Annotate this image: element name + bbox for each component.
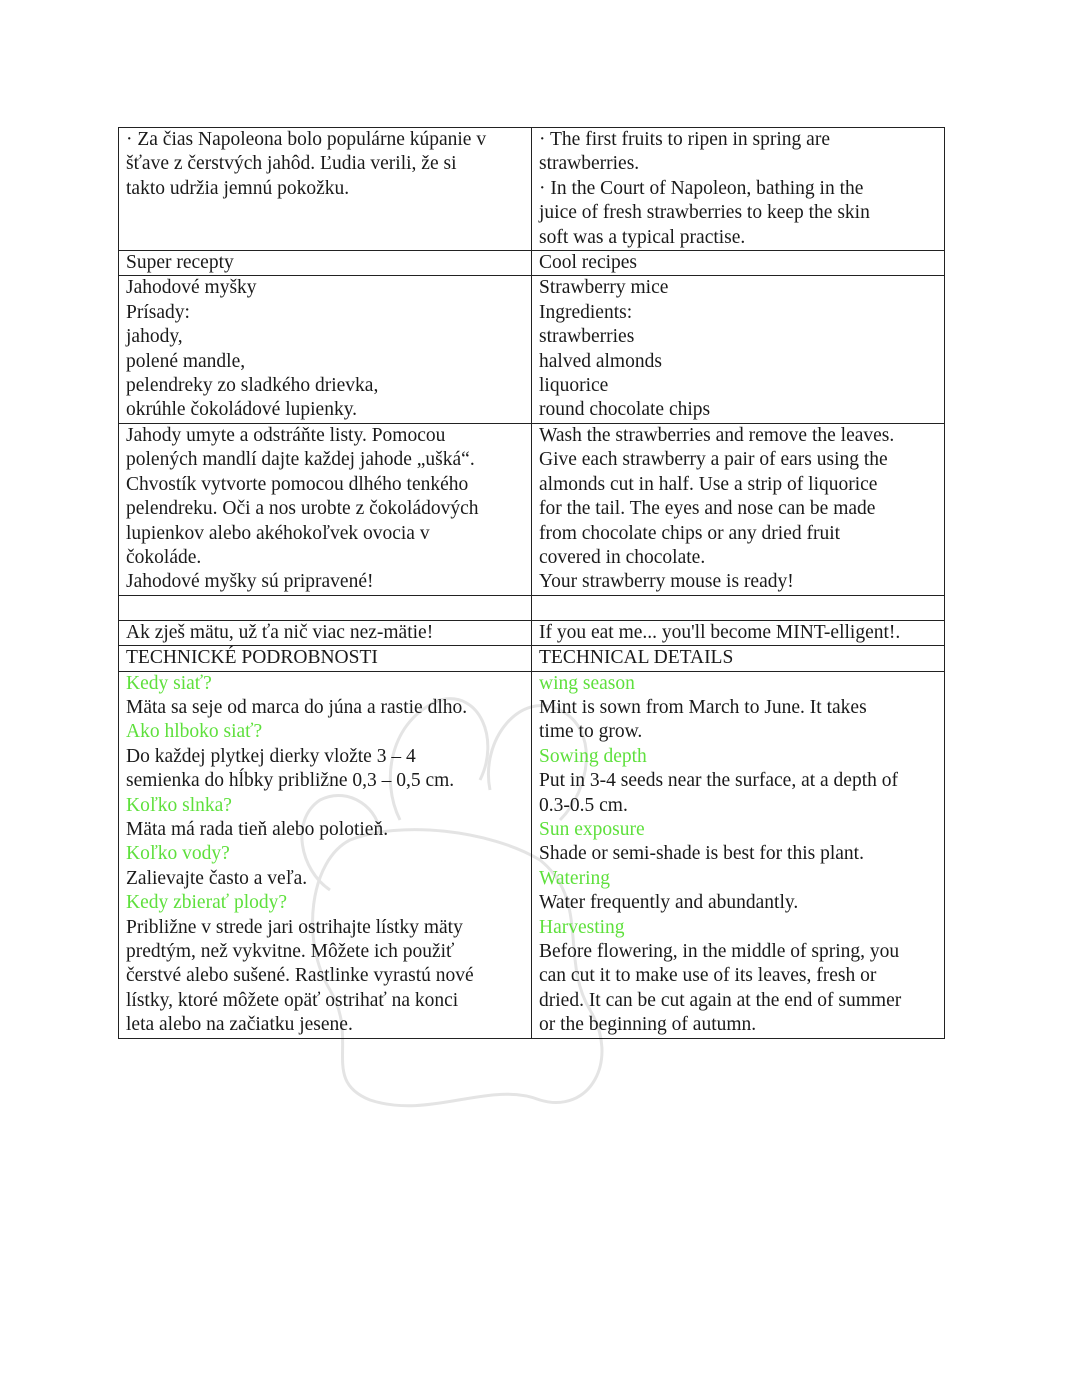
table-row [119, 276, 945, 423]
slovak-cell [119, 423, 532, 595]
section-heading: Kedy zbierať plody? [126, 892, 288, 914]
table-row [119, 620, 945, 645]
text-line: Zalievajte často a veľa. [126, 867, 308, 889]
text-line: soft was a typical practise. [539, 226, 746, 248]
text-line: Jahodové myšky [126, 277, 257, 299]
text-line: Water frequently and abundantly. [539, 892, 799, 914]
text-line: Shade or semi-shade is best for this plant. [539, 843, 864, 865]
slovak-cell [119, 251, 532, 276]
text-line: Jahody umyte a odstráňte listy. Pomocou [126, 424, 446, 446]
english-cell [532, 251, 945, 276]
section-heading: Sun exposure [539, 818, 645, 840]
text-line: Chvostík vytvorte pomocou dlhého tenkého [126, 473, 469, 495]
text-line: lupienkov alebo akéhokoľvek ovocia v [126, 522, 430, 544]
text-line: can cut it to make use of its leaves, fresh or [539, 965, 877, 987]
english-cell [532, 595, 945, 620]
text-line: Mäta má rada tieň alebo polotieň. [126, 818, 389, 840]
section-heading: Sowing depth [539, 745, 647, 767]
text-line: strawberries [539, 326, 635, 348]
text-line: Wash the strawberries and remove the leaves. [539, 424, 895, 446]
text-line: predtým, než vykvitne. Môžete ich použiť [126, 941, 455, 962]
text-line: Mäta sa seje od marca do júna a rastie dlho. [126, 696, 468, 718]
table-row [119, 595, 945, 620]
section-heading: Koľko slnka? [126, 794, 232, 816]
text-line: round chocolate chips [539, 399, 711, 421]
bilingual-table [118, 127, 945, 1039]
text-line: covered in chocolate. [539, 546, 706, 568]
table-row [119, 128, 945, 251]
text-line: from chocolate chips or any dried fruit [539, 522, 841, 544]
text-line: dried. It can be cut again at the end of summer [539, 989, 902, 1011]
text-line: lístky, ktoré môžete opäť ostrihať na konci [126, 989, 459, 1011]
text-line: 0.3-0.5 cm. [539, 794, 628, 816]
slovak-cell [119, 646, 532, 671]
english-cell [532, 423, 945, 595]
text-line: TECHNICKÉ PODROBNOSTI [126, 647, 378, 669]
text-line: · The first fruits to ripen in spring are [539, 129, 830, 150]
slovak-cell [119, 671, 532, 1038]
text-line: Jahodové myšky sú pripravené! [126, 571, 374, 593]
text-line: halved almonds [539, 350, 662, 372]
english-cell [532, 646, 945, 671]
text-line: pelendreku. Oči a nos urobte z čokoládových [126, 498, 479, 520]
text-line: Do každej plytkej dierky vložte 3 – 4 [126, 745, 416, 767]
slovak-cell [119, 276, 532, 423]
english-cell [532, 620, 945, 645]
section-heading: Ako hlboko siať? [126, 721, 263, 743]
table-row [119, 646, 945, 671]
text-line: Ak zješ mätu, už ťa nič viac nez-mätie! [126, 621, 434, 643]
english-cell [532, 276, 945, 423]
text-line: Your strawberry mouse is ready! [539, 571, 794, 593]
text-line: for the tail. The eyes and nose can be made [539, 498, 876, 520]
text-line: semienka do hĺbky približne 0,3 – 0,5 cm. [126, 770, 455, 792]
text-line: Give each strawberry a pair of ears using the [539, 449, 888, 471]
text-line: Ingredients: [539, 301, 633, 323]
text-line: pelendreky zo sladkého drievka, [126, 375, 379, 397]
section-heading: Harvesting [539, 916, 625, 938]
text-line: TECHNICAL DETAILS [539, 647, 734, 669]
text-line: almonds cut in half. Use a strip of liquorice [539, 473, 878, 495]
text-line: Super recepty [126, 252, 234, 274]
text-line: Cool recipes [539, 252, 638, 274]
text-line: polené mandle, [126, 350, 246, 372]
text-line: strawberries. [539, 153, 640, 175]
slovak-cell [119, 595, 532, 620]
text-line: polených mandlí dajte každej jahode „ušká“. [126, 449, 475, 471]
text-line: šťave z čerstvých jahôd. Ľudia verili, že si [126, 153, 457, 175]
text-line: juice of fresh strawberries to keep the skin [539, 202, 870, 224]
slovak-cell [119, 128, 532, 251]
text-line: čokoláde. [126, 546, 202, 568]
text-line: · Za čias Napoleona bolo populárne kúpanie v [126, 129, 487, 150]
text-line: Strawberry mice [539, 277, 669, 299]
text-line: Približne v strede jari ostrihajte lístky mäty [126, 916, 463, 938]
text-line: Before flowering, in the middle of spring, you [539, 941, 900, 962]
section-heading: Watering [539, 867, 610, 889]
text-line: Prísady: [126, 301, 190, 323]
slovak-cell [119, 620, 532, 645]
section-heading: Kedy siať? [126, 672, 212, 694]
section-heading: Koľko vody? [126, 843, 230, 865]
text-line: If you eat me... you'll become MINT-elligent!. [539, 621, 901, 643]
english-cell [532, 128, 945, 251]
text-line: · In the Court of Napoleon, bathing in the [539, 177, 864, 199]
table-row [119, 423, 945, 595]
english-cell [532, 671, 945, 1038]
text-line: čerstvé alebo sušené. Rastlinke vyrastú nové [126, 965, 474, 987]
text-line: liquorice [539, 375, 609, 397]
text-line: okrúhle čokoládové lupienky. [126, 399, 358, 421]
table-row [119, 251, 945, 276]
text-line: time to grow. [539, 721, 643, 743]
table-row [119, 671, 945, 1038]
text-line: or the beginning of autumn. [539, 1014, 757, 1036]
text-line: jahody, [126, 326, 183, 348]
section-heading: wing season [539, 672, 635, 694]
text-line: Mint is sown from March to June. It takes [539, 696, 867, 718]
text-line: takto udržia jemnú pokožku. [126, 177, 350, 199]
text-line: leta alebo na začiatku jesene. [126, 1014, 353, 1036]
text-line: Put in 3-4 seeds near the surface, at a depth of [539, 770, 898, 792]
